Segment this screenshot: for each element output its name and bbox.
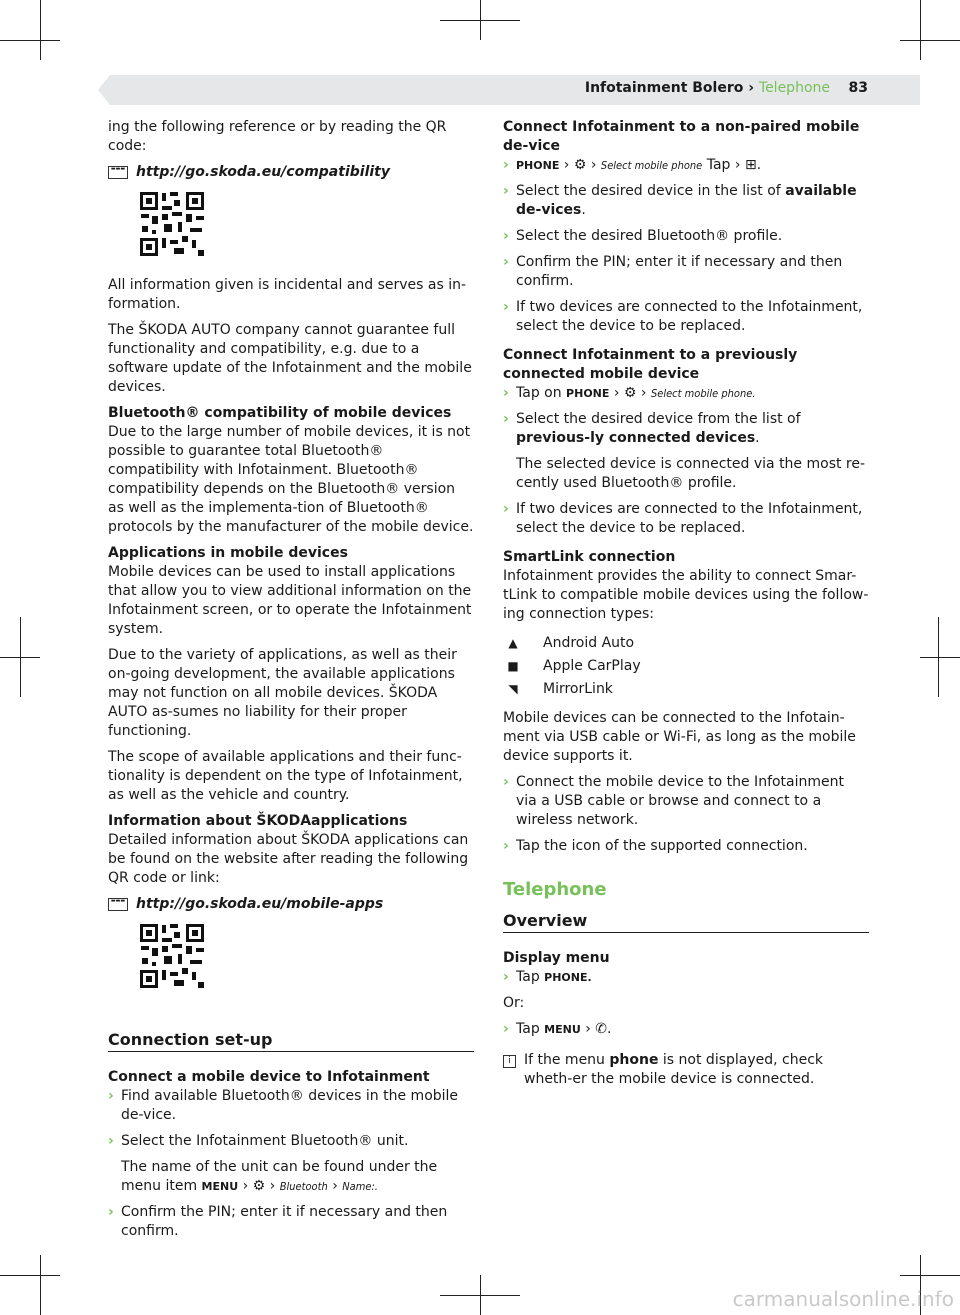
info-note: i If the menu phone is not displayed, check wheth-er the mobile device is connected. — [503, 1051, 869, 1089]
info-icon: i — [503, 1055, 516, 1068]
step-arrow-icon: › — [503, 254, 509, 270]
qr-code-image — [138, 190, 206, 258]
paragraph: Due to the large number of mobile devices, it is not possible to guarantee total Bluetooth® compatibility with Infotainment. Bluetooth® compatibility depends on the Bluetooth® version as well as the implementa-tion of Bluetooth® protocols by the manufacturer of the mobile device. — [108, 424, 474, 535]
step: › Find available Bluetooth® devices in the mobile de-vice. — [108, 1088, 459, 1123]
paragraph: Mobile devices can be used to install applications that allow you to view additional information on the Infotainment screen, or to operate the Infotainment system. — [108, 564, 472, 637]
apple-carplay-icon: ■ — [507, 659, 519, 673]
step: › Tap MENU › ✆. — [503, 1021, 612, 1037]
paragraph: Infotainment provides the ability to connect Smar-tLink to compatible mobile devices using the follow-ing connection types: — [503, 568, 869, 622]
link-mobile-apps[interactable] — [108, 895, 474, 914]
subheading: Information about ŠKODAapplications — [108, 813, 408, 829]
paragraph: The ŠKODA AUTO company cannot guarantee full functionality and compatibility, e.g. due to a software update of the Infotainment and the mobile devices. — [108, 322, 472, 395]
subheading: Bluetooth® compatibility of mobile devices — [108, 405, 452, 421]
step: › Tap the icon of the supported connection. — [503, 838, 808, 854]
header-section: Infotainment Bolero › — [584, 80, 755, 96]
step-arrow-icon: › — [108, 1088, 114, 1104]
settings-icon: ⚙ — [252, 1178, 266, 1194]
phone-icon: ✆ — [595, 1021, 607, 1037]
link-text: http://go.skoda.eu/compatibility — [136, 164, 390, 180]
www-icon: ▬▬▬ — [108, 166, 128, 179]
step-arrow-icon: › — [503, 157, 509, 173]
crop-mark — [40, 1255, 41, 1315]
menu-key: MENU — [201, 1180, 239, 1193]
page-number: 83 — [848, 80, 868, 96]
list-item: ■ Apple CarPlay — [503, 657, 869, 676]
section-title: Overview — [503, 911, 869, 933]
paragraph: Or: — [503, 995, 525, 1011]
step: › Tap on PHONE › ⚙ › Select mobile phone. — [503, 385, 756, 401]
step-arrow-icon: › — [503, 1021, 509, 1037]
subheading: Connect a mobile device to Infotainment — [108, 1069, 430, 1085]
step-arrow-icon: › — [503, 411, 509, 427]
subheading: Display menu — [503, 950, 610, 966]
paragraph: Due to the variety of applications, as well as their on-going development, the available applications may not function on all mobile devices. ŠKODA AUTO as-sumes no liability for their proper functioning. — [108, 647, 457, 739]
step-arrow-icon: › — [503, 183, 509, 199]
subheading: Connect Infotainment to a previously connected mobile device — [503, 347, 798, 382]
paragraph: Mobile devices can be connected to the Infotain-ment via USB cable or Wi-Fi, as long as the mobile device supports it. — [503, 710, 856, 764]
crop-mark — [0, 40, 60, 41]
www-icon: ▬▬▬ — [108, 898, 128, 911]
step: › Confirm the PIN; enter it if necessary and then confirm. — [503, 254, 843, 289]
paragraph: The scope of available applications and their func-tionality is dependent on the type of Infotainment, as well as the vehicle and country. — [108, 749, 463, 803]
paragraph: All information given is incidental and serves as in-formation. — [108, 277, 467, 312]
step: › Confirm the PIN; enter it if necessary and then confirm. — [108, 1204, 448, 1239]
settings-icon: ⚙ — [573, 157, 587, 173]
step-arrow-icon: › — [108, 1204, 114, 1220]
link-text: http://go.skoda.eu/mobile-apps — [136, 896, 384, 912]
watermark: carmanualsonline.info — [732, 1287, 954, 1311]
crop-mark — [0, 1275, 60, 1276]
crop-mark — [920, 657, 960, 658]
step: › Select the desired device from the list of previous-ly connected devices. — [503, 411, 801, 446]
step: › Tap PHONE. — [503, 969, 592, 985]
step-arrow-icon: › — [503, 299, 509, 315]
paragraph: Detailed information about ŠKODA applications can be found on the website after reading the following QR code or link: — [108, 832, 469, 886]
step-note: The name of the unit can be found under the menu item MENU › ⚙ › Bluetooth › Name:. — [121, 1159, 438, 1194]
step-arrow-icon: › — [503, 838, 509, 854]
crop-mark — [440, 20, 520, 21]
crop-mark — [40, 0, 41, 60]
chapter-title: Telephone — [503, 879, 607, 900]
step: › Connect the mobile device to the Infotainment via a USB cable or browse and connect to a wireless network. — [503, 774, 845, 828]
crop-mark — [900, 40, 960, 41]
header-breadcrumb — [585, 80, 830, 96]
settings-icon: ⚙ — [623, 385, 637, 401]
step: › Select the Infotainment Bluetooth® unit. — [108, 1133, 409, 1149]
header-chapter: Telephone — [758, 80, 830, 96]
crop-mark — [900, 1275, 960, 1276]
paragraph: ing the following reference or by reading the QR code: — [108, 119, 447, 154]
list-item: ◥ MirrorLink — [503, 680, 869, 699]
add-device-icon: ⊞ — [744, 157, 757, 173]
crop-mark — [440, 1295, 520, 1296]
crop-mark — [0, 657, 40, 658]
left-column — [108, 118, 474, 1248]
section-title: Connection set-up — [108, 1030, 474, 1052]
step-arrow-icon: › — [503, 774, 509, 790]
step-arrow-icon: › — [108, 1133, 114, 1149]
page-header — [110, 75, 920, 105]
subheading: Applications in mobile devices — [108, 545, 348, 561]
step: › If two devices are connected to the Infotainment, select the device to be replaced. — [503, 501, 863, 536]
step-arrow-icon: › — [503, 969, 509, 985]
step-arrow-icon: › — [503, 228, 509, 244]
right-column — [503, 118, 869, 1089]
step: › If two devices are connected to the Infotainment, select the device to be replaced. — [503, 299, 863, 334]
subheading: SmartLink connection — [503, 549, 676, 565]
step-arrow-icon: › — [503, 385, 509, 401]
link-compatibility[interactable] — [108, 163, 474, 182]
step-note: The selected device is connected via the most re-cently used Bluetooth® profile. — [516, 456, 866, 491]
subheading: Connect Infotainment to a non-paired mobile de-vice — [503, 119, 860, 154]
step: › PHONE › ⚙ › Select mobile phone Tap › ⊞. — [503, 157, 762, 173]
list-item: ▲ Android Auto — [503, 634, 869, 653]
crop-mark — [920, 0, 921, 60]
step: › Select the desired device in the list of available de-vices. — [503, 183, 857, 218]
android-auto-icon: ▲ — [508, 636, 518, 650]
step-arrow-icon: › — [503, 501, 509, 517]
qr-code-image — [138, 922, 206, 990]
step: › Select the desired Bluetooth® profile. — [503, 228, 783, 244]
mirrorlink-icon: ◥ — [508, 682, 518, 696]
